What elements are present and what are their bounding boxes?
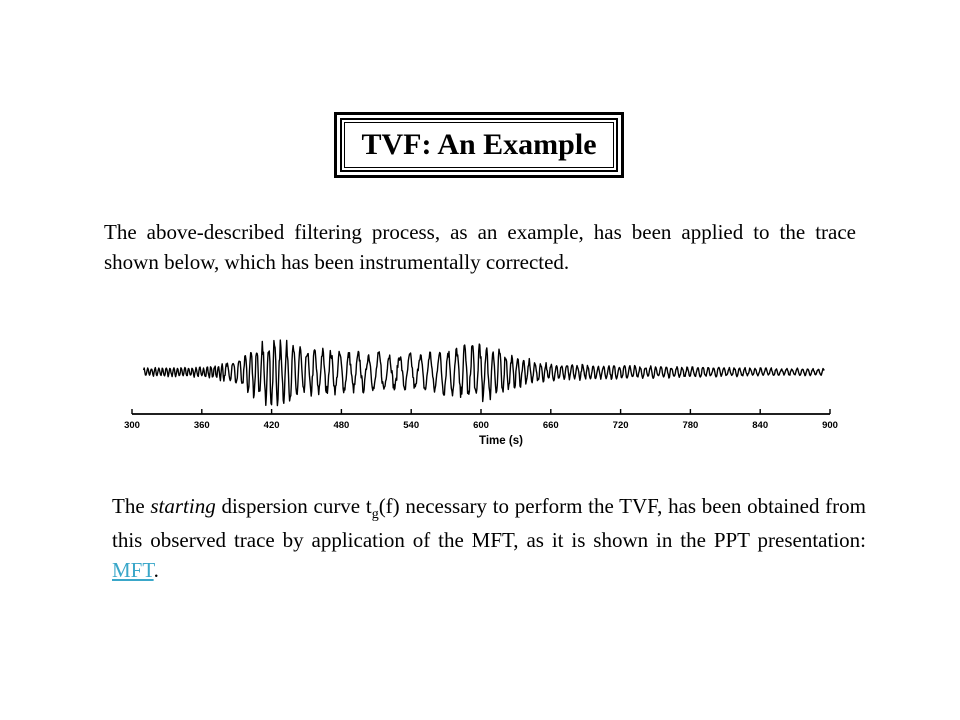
x-tick-label-300: 300 <box>124 420 140 431</box>
x-tick-label-420: 420 <box>263 420 280 431</box>
p2-italic: starting <box>150 494 216 518</box>
dispersion-paragraph <box>112 491 866 585</box>
p2-part4: . <box>153 558 159 582</box>
p2-subscript: g <box>371 507 379 522</box>
p2-part3: (f) necessary to perform the TVF, has been obtained from this observed trace by application of the MFT, as it is shown in the PPT presentation: <box>112 494 866 552</box>
title-box-inner <box>340 118 618 172</box>
intro-paragraph: The above-described filtering process, as an example, has been applied to the trace shown below, which has been instrumentally corrected. <box>104 220 856 274</box>
x-tick-label-720: 720 <box>612 420 629 431</box>
x-tick-label-480: 480 <box>333 420 350 431</box>
seismogram-chart <box>110 326 850 456</box>
seismogram-svg <box>110 326 850 456</box>
p2-part1: The <box>112 494 151 518</box>
x-axis-title: Time (s) <box>479 435 523 447</box>
x-tick-label-900: 900 <box>822 420 838 431</box>
x-axis-ticks <box>124 409 838 431</box>
mft-link[interactable]: MFT <box>112 558 154 582</box>
x-tick-label-600: 600 <box>473 420 489 431</box>
x-tick-label-360: 360 <box>193 420 210 431</box>
x-tick-label-840: 840 <box>752 420 769 431</box>
slide-title: TVF: An Example <box>361 128 597 161</box>
x-tick-label-540: 540 <box>403 420 420 431</box>
trace-line <box>144 340 825 406</box>
x-tick-label-780: 780 <box>682 420 699 431</box>
title-box <box>334 112 624 178</box>
p2-part2: dispersion curve t <box>215 494 372 518</box>
x-tick-label-660: 660 <box>542 420 559 431</box>
